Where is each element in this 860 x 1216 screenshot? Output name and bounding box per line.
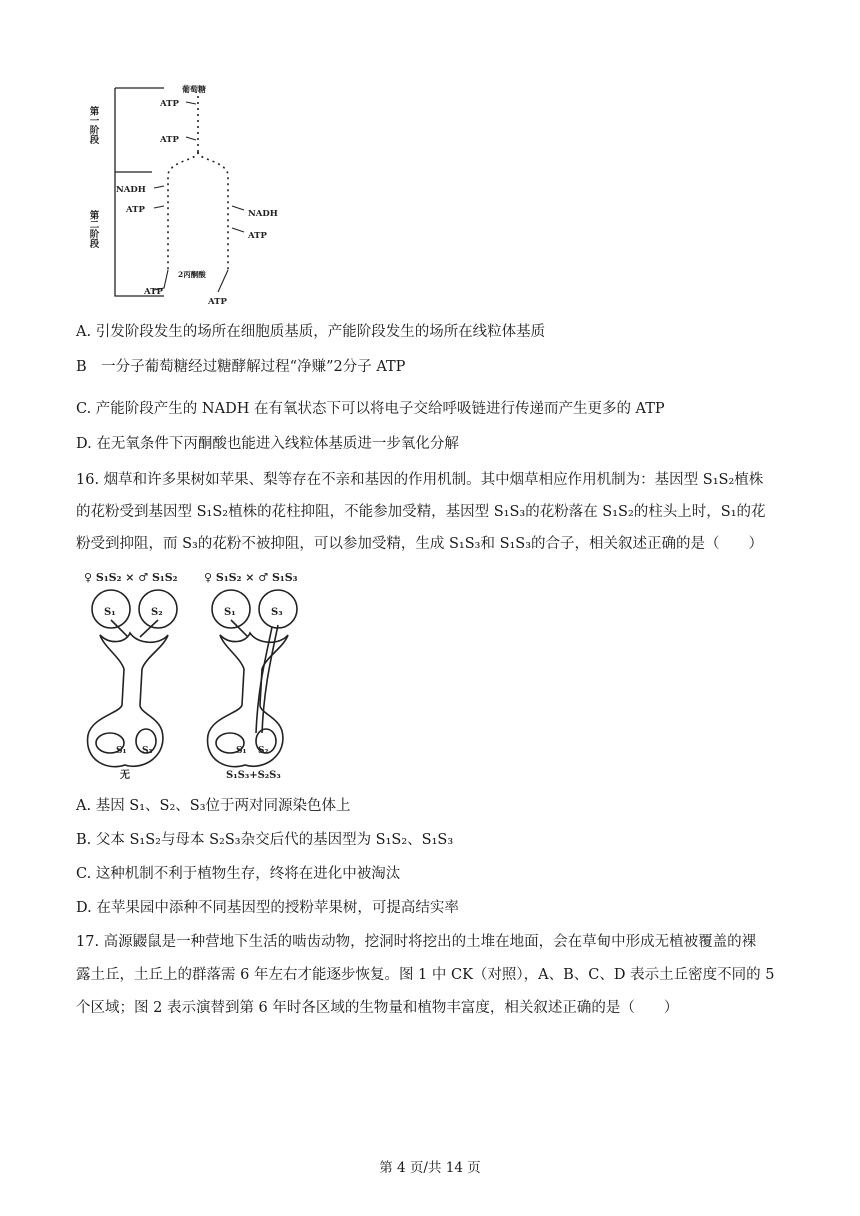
svg-text:ATP: ATP	[160, 135, 179, 145]
stage1-label: 第一阶段	[87, 106, 99, 144]
svg-text:S₁: S₁	[116, 746, 127, 756]
pollination-diagram	[80, 565, 330, 783]
svg-text:NADH: NADH	[248, 209, 278, 219]
q15-option-a: A. 引发阶段发生的场所在细胞质基质，产能阶段发生的场所在线粒体基质	[76, 324, 546, 340]
q16-stem-line1: 16. 烟草和许多果树如苹果、梨等存在不亲和基因的作用机制。其中烟草相应作用机制为：基因型 S₁S₂植株	[76, 472, 764, 488]
svg-text:S₂: S₂	[258, 746, 269, 756]
svg-text:♀ S₁S₂ × ♂ S₁S₃: ♀ S₁S₂ × ♂ S₁S₃	[204, 571, 298, 584]
svg-text:S₁: S₁	[104, 607, 116, 618]
svg-text:ATP: ATP	[208, 297, 227, 307]
svg-text:S₁: S₁	[224, 607, 236, 618]
svg-text:NADH: NADH	[116, 185, 146, 195]
svg-text:ATP: ATP	[144, 287, 163, 297]
svg-text:ATP: ATP	[248, 231, 267, 241]
glucose-label: 葡萄糖	[182, 84, 206, 94]
q16-option-d: D. 在苹果园中添种不同基因型的授粉苹果树，可提高结实率	[76, 900, 459, 916]
q15-option-b: B 一分子葡萄糖经过糖酵解过程“净赚”2分子 ATP	[76, 359, 406, 375]
svg-text:ATP: ATP	[126, 205, 145, 215]
q15-option-d: D. 在无氧条件下丙酮酸也能进入线粒体基质进一步氧化分解	[76, 436, 459, 452]
q16-stem-line3: 粉受到抑阻，而 S₃的花粉不被抑阻，可以参加受精，生成 S₁S₃和 S₁S₃的合子，相关叙述正确的是（ ）	[76, 536, 764, 552]
stage2-label: 第二阶段	[87, 210, 99, 248]
svg-text:S₃: S₃	[271, 607, 283, 618]
svg-text:无: 无	[120, 770, 130, 781]
svg-text:S₂: S₂	[151, 607, 163, 618]
pyruvate-label: 2丙酮酸	[178, 270, 206, 279]
q17-stem-line1: 17. 高源鼹鼠是一种营地下生活的啮齿动物，挖洞时将挖出的土堆在地面，会在草甸中形成无植被覆盖的裸	[76, 934, 757, 950]
glycolysis-diagram	[87, 82, 290, 307]
q15-option-c: C. 产能阶段产生的 NADH 在有氧状态下可以将电子交给呼吸链进行传递而产生更多的 ATP	[76, 401, 665, 417]
svg-text:S₁: S₁	[236, 746, 247, 756]
q17-stem-line2: 露土丘，土丘上的群落需 6 年左右才能逐步恢复。图 1 中 CK（对照），A、B、C、D 表示土丘密度不同的 5	[76, 967, 775, 983]
svg-text:S₁S₃+S₂S₃: S₁S₃+S₂S₃	[226, 770, 281, 781]
q17-stem-line3: 个区域；图 2 表示演替到第 6 年时各区域的生物量和植物丰富度，相关叙述正确的是（ ）	[76, 1000, 679, 1016]
page-footer: 第 4 页/共 14 页	[379, 1160, 481, 1176]
q16-option-b: B. 父本 S₁S₂与母本 S₂S₃杂交后代的基因型为 S₁S₂、S₁S₃	[76, 832, 454, 848]
q16-option-c: C. 这种机制不利于植物生存，终将在进化中被淘汰	[76, 866, 401, 882]
q16-stem-line2: 的花粉受到基因型 S₁S₂植株的花柱抑阻，不能参加受精，基因型 S₁S₃的花粉落在 S₁S₂的柱头上时，S₁的花	[76, 504, 766, 520]
svg-text:ATP: ATP	[160, 99, 179, 109]
svg-text:♀ S₁S₂ × ♂ S₁S₂: ♀ S₁S₂ × ♂ S₁S₂	[84, 571, 178, 584]
svg-text:S₃: S₃	[142, 746, 153, 756]
q16-option-a: A. 基因 S₁、S₂、S₃位于两对同源染色体上	[76, 798, 351, 814]
